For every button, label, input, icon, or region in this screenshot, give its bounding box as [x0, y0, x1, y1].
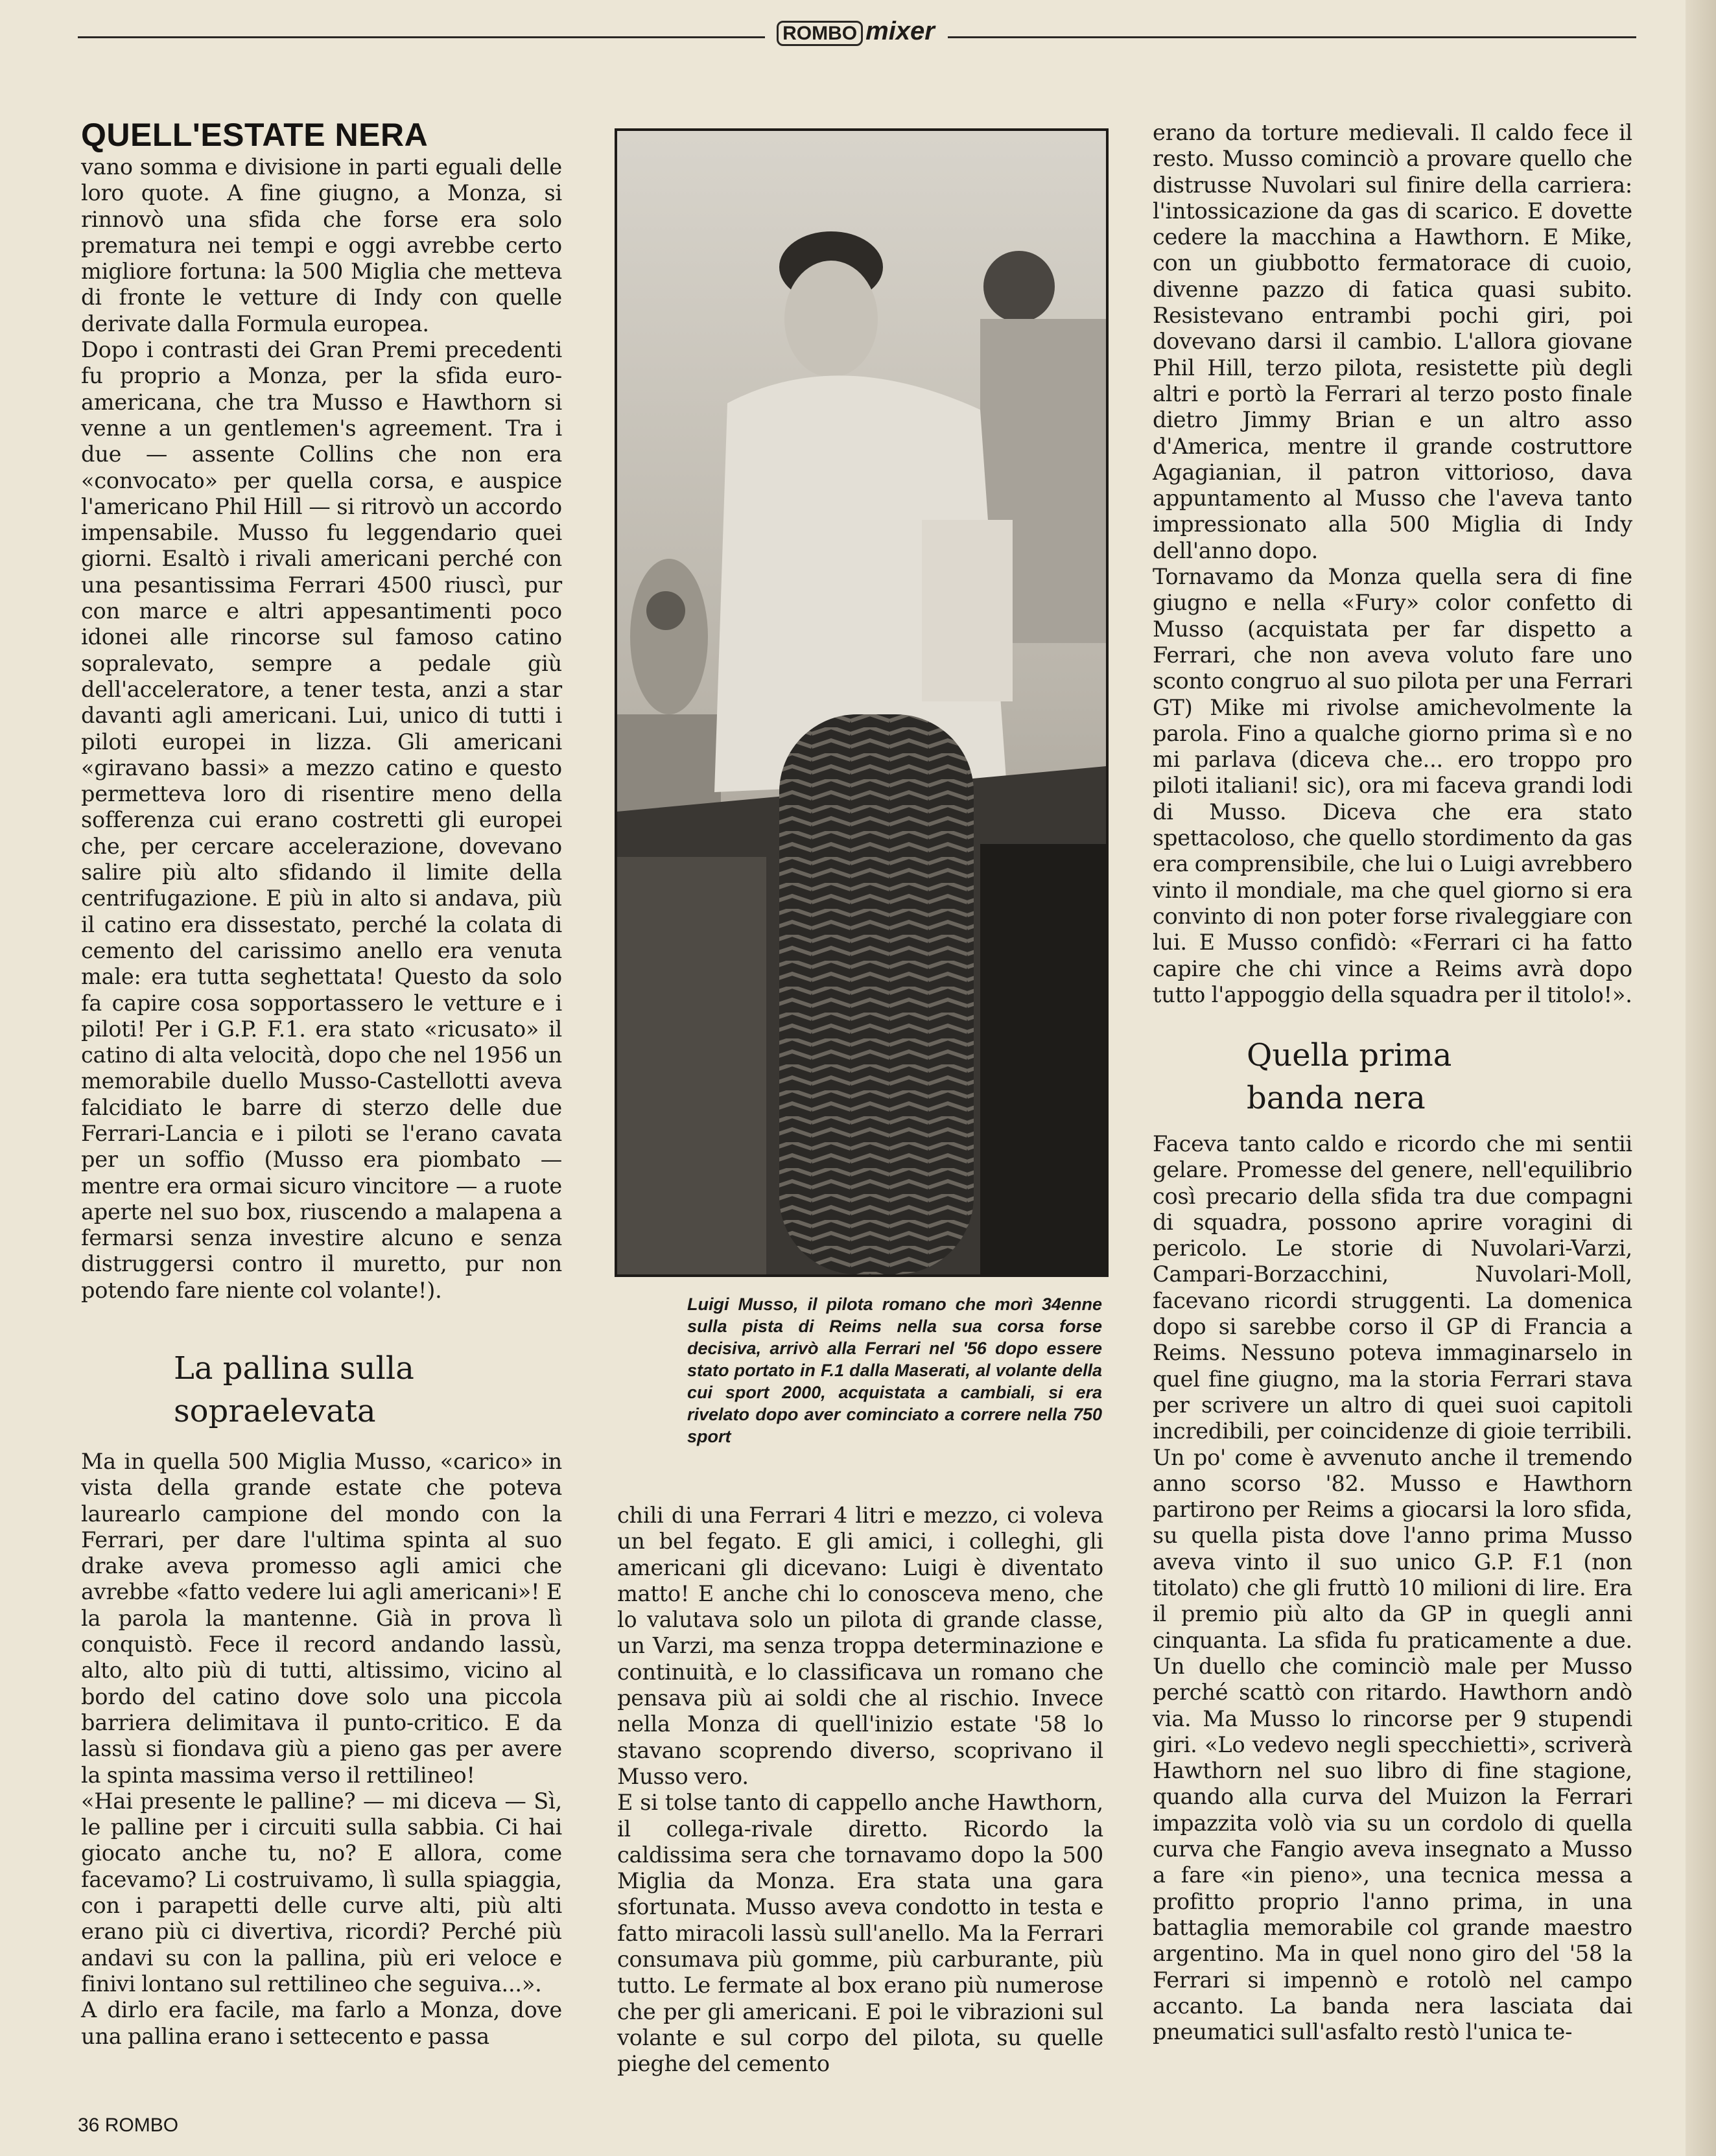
column-3b — [1153, 1131, 1632, 2045]
paragraph: E si tolse tanto di cappello anche Hawthorn, il collega-rivale diretto. Ricordo la caldissima sera che tornavamo dopo la 500 Miglia da Monza. Era stata una gara sfortunata. Musso aveva condotto in testa e fatto miracoli lassù sull'anello. Ma la Ferrari consumava più gomme, più carburante, più tutto. Le fermate al box erano più numerose che per gli americani. E poi le vibrazioni sul volante e sul corpo del pilota, su quelle pieghe del cemento — [617, 1790, 1103, 2077]
rombo-logo: ROMBO — [777, 21, 863, 46]
page-number: 36 ROMBO — [78, 2115, 179, 2136]
column-3-text — [1153, 120, 1632, 1008]
photo-image — [617, 131, 1106, 1274]
subhead-line: sopraelevata — [174, 1393, 376, 1429]
photo-caption: Luigi Musso, il pilota romano che morì 34enne sulla pista di Reims nella sua corsa forse decisiva, arrivò alla Ferrari nel '56 dopo essere stato portato in F.1 dalla Maserati, al volante della cui sport 2000, acquistata a cambiali, si era rivelato dopo aver cominciato a correre nella 750 sport — [687, 1295, 1102, 1446]
column-1b — [81, 1449, 562, 2050]
paragraph: Faceva tanto caldo e ricordo che mi sentii gelare. Promesse del genere, nell'equilibrio così precario della sfida tra due compagni di squadra, possono aprire voragini di pericolo. Le storie di Nuvolari-Varzi, Campari-Borzacchini, Nuvolari-Moll, facevano ricordi struggenti. La domenica dopo si sarebbe corso il GP di Francia a Reims. Nessuno poteva immaginarselo in quel fine giugno, ma la storia Ferrari stava per scrivere un altro di quei suoi capitoli incredibili, per coincidenze di gioie terribili. Un po' come è avvenuto anche il tremendo anno scorso '82. Musso e Hawthorn partirono per Reims a giocarsi la loro sfida, su quella pista dove l'anno prima Musso aveva vinto il suo unico G.P. F.1 (non titolato) che gli fruttò 10 milioni di lire. Era il premio più alto da GP in quegli anni cinquanta. La sfida fu praticamente a due. Un duello che cominciò male per Musso perché scattò con ritardo. Hawthorn andò via. Ma Musso lo rincorse per 9 stupendi giri. «Lo vedevo negli specchietti», scriverà Hawthorn nel suo libro di fine stagione, quando alla curva del Muizon la Ferrari impazzita volò via su un cordolo di quella curva che Fangio aveva insegnato a Musso a fare «in pieno», una tecnica messa a profitto proprio l'anno prima, in una battaglia memorabile col grande maestro argentino. Ma in quel nono giro del '58 la Ferrari si impennò e rotolò nel campo accanto. La banda nera lasciata dai pneumatici sull'asfalto restò l'unica te- — [1153, 1131, 1632, 2045]
subhead-line: banda nera — [1247, 1080, 1426, 1116]
article-title: QUELL'ESTATE NERA — [81, 117, 429, 153]
paragraph: erano da torture medievali. Il caldo fece il resto. Musso cominciò a provare quello che distrusse Nuvolari sul finire della carriera: l'intossicazione da gas di scarico. E dovette cedere la macchina a Hawthorn. E Mike, con un giubbotto fermatorace di cuoio, divenne pazzo di fatica quasi subito. Resistevano entrambi pochi giri, poi dovevano darsi il cambio. L'allora giovane Phil Hill, terzo pilota, resistette più degli altri e portò la Ferrari al terzo posto finale dietro Jimmy Brian e un altro asso d'America, mentre il grande costruttore Agagianian, il patron vittorioso, dava appuntamento al Musso che l'aveva tanto impressionato alla 500 Miglia di Indy dell'anno dopo. — [1153, 120, 1632, 563]
section-name: mixer — [865, 17, 935, 45]
header-rule-right — [948, 36, 1636, 38]
column-2 — [617, 1503, 1103, 2078]
column-2-text — [617, 1503, 1103, 2078]
subhead-2 — [1247, 1034, 1610, 1119]
paragraph: «Hai presente le palline? — mi diceva — Sì, le palline per i circuiti sulla sabbia. Ci hai giocato anche tu, no? E allora, come facevamo? Li costruivamo, lì sulla spiaggia, con i parapetti delle curve alti, più alti erano più ci divertiva, ricordi? Perché più andavi su con la pallina, più eri veloce e finivi lontano sul rettilineo che seguiva...». — [81, 1788, 562, 1997]
subhead-1 — [174, 1347, 537, 1433]
photo-luigi-musso — [615, 128, 1109, 1277]
paragraph: Dopo i contrasti dei Gran Premi precedenti fu proprio a Monza, per la sfida euro-americana, che tra Musso e Hawthorn si venne a un gentlemen's agreement. Tra i due — assente Collins che non era «convocato» per quella corsa, e auspice l'americano Phil Hill — si ritrovò un accordo impensabile. Musso fu leggendario quei giorni. Esaltò i rivali americani perché con una pesantissima Ferrari 4500 riuscì, pur con marce e altri appesantimenti poco idonei alle rincorse sul famoso catino sopralevato, sempre a pedale giù dell'acceleratore, a tener testa, anzi a star davanti agli americani. Lui, unico di tutti i piloti europei in lizza. Gli americani «giravano bassi» a mezzo catino e questo permetteva loro di risentire meno della sofferenza cui erano costretti gli europei che, per cercare accelerazione, dovevano salire più alto sfidando il limite della centrifugazione. E più in alto si andava, più il catino era dissestato, perché la colata di cemento del carissimo anello era venuta male: era tutta seghettata! Questo da solo fa capire cosa sopportassero le vetture e i piloti! Per i G.P. F.1. era stato «ricusato» il catino di alta velocità, dopo che nel 1956 un memorabile duello Musso-Castellotti aveva falcidiato le barre di sterzo delle due Ferrari-Lancia e i piloti se l'erano cavata per un soffio (Musso era piombato — mentre era ormai sicuro vincitore — a ruote aperte nel suo box, riuscendo a malapena a fermarsi senza investire alcuno e senza distruggersi contro il muretto, pur non potendo fare niente col volante!). — [81, 337, 562, 1303]
column-1-text — [81, 154, 562, 1304]
column-1 — [81, 115, 562, 1304]
subhead-line: La pallina sulla — [174, 1350, 414, 1387]
column-3b-text — [1153, 1131, 1632, 2045]
paragraph: Tornavamo da Monza quella sera di fine giugno e nella «Fury» color confetto di Musso (acquistata per far dispetto a Ferrari, che non aveva voluto fare uno sconto congruo al suo pilota per una Ferrari GT) Mike mi rivolse amichevolmente la parola. Fino a qualche giorno prima sì e no mi parlava (diceva che... ero troppo pro piloti italiani! sic), ora mi faceva grandi lodi di Musso. Diceva che era stato spettacoloso, che quello stordimento da gas era comprensibile, che lui o Luigi avrebbero vinto il mondiale, ma che quel giorno si era convinto di non poter forse rivaleggiare con lui. E Musso confidò: «Ferrari ci ha fatto capire che chi vince a Reims avrà dopo tutto l'appoggio della squadra per il titolo!». — [1153, 564, 1632, 1007]
paragraph: chili di una Ferrari 4 litri e mezzo, ci voleva un bel fegato. E gli amici, i colleghi, gli americani gli dicevano: Luigi è diventato matto! E anche chi lo conosceva meno, che lo valutava solo un pilota di grande classe, un Varzi, ma senza troppa determinazione e continuità, e lo classificava un romano che pensava più ai soldi che al rischio. Invece nella Monza di quell'inizio estate '58 lo stavano scoprendo diverso, scoprivano il Musso vero. — [617, 1503, 1103, 1789]
column-1b-text — [81, 1449, 562, 2050]
subhead-line: Quella prima — [1247, 1037, 1452, 1073]
paragraph: vano somma e divisione in parti eguali delle loro quote. A fine giugno, a Monza, si rinnovò una sfida che forse era solo prematura nei tempi e oggi avrebbe certo migliore fortuna: la 500 Miglia che metteva di fronte le vetture di Indy con quelle derivate dalla Formula europea. — [81, 154, 562, 336]
magazine-section-logo — [765, 12, 946, 51]
column-3 — [1153, 120, 1632, 1008]
paragraph: A dirlo era facile, ma farlo a Monza, dove una pallina erano i settecento e passa — [81, 1997, 562, 2049]
paragraph: Ma in quella 500 Miglia Musso, «carico» in vista della grande estate che poteva laurearlo campione del mondo con la Ferrari, per dare l'ultima spinta al suo drake aveva promesso agli amici che avrebbe «fatto vedere lui agli americani»! E la parola la mantenne. Già in prova lì conquistò. Fece il record andando lassù, alto, alto più di tutti, altissimo, vicino al bordo del catino dove solo una piccola barriera delimitava il punto-critico. E da lassù si fiondava giù a pieno gas per avere la spinta massima verso il rettilineo! — [81, 1449, 562, 1788]
page-spine-shadow — [1686, 0, 1716, 2156]
header-rule-left — [78, 36, 765, 38]
